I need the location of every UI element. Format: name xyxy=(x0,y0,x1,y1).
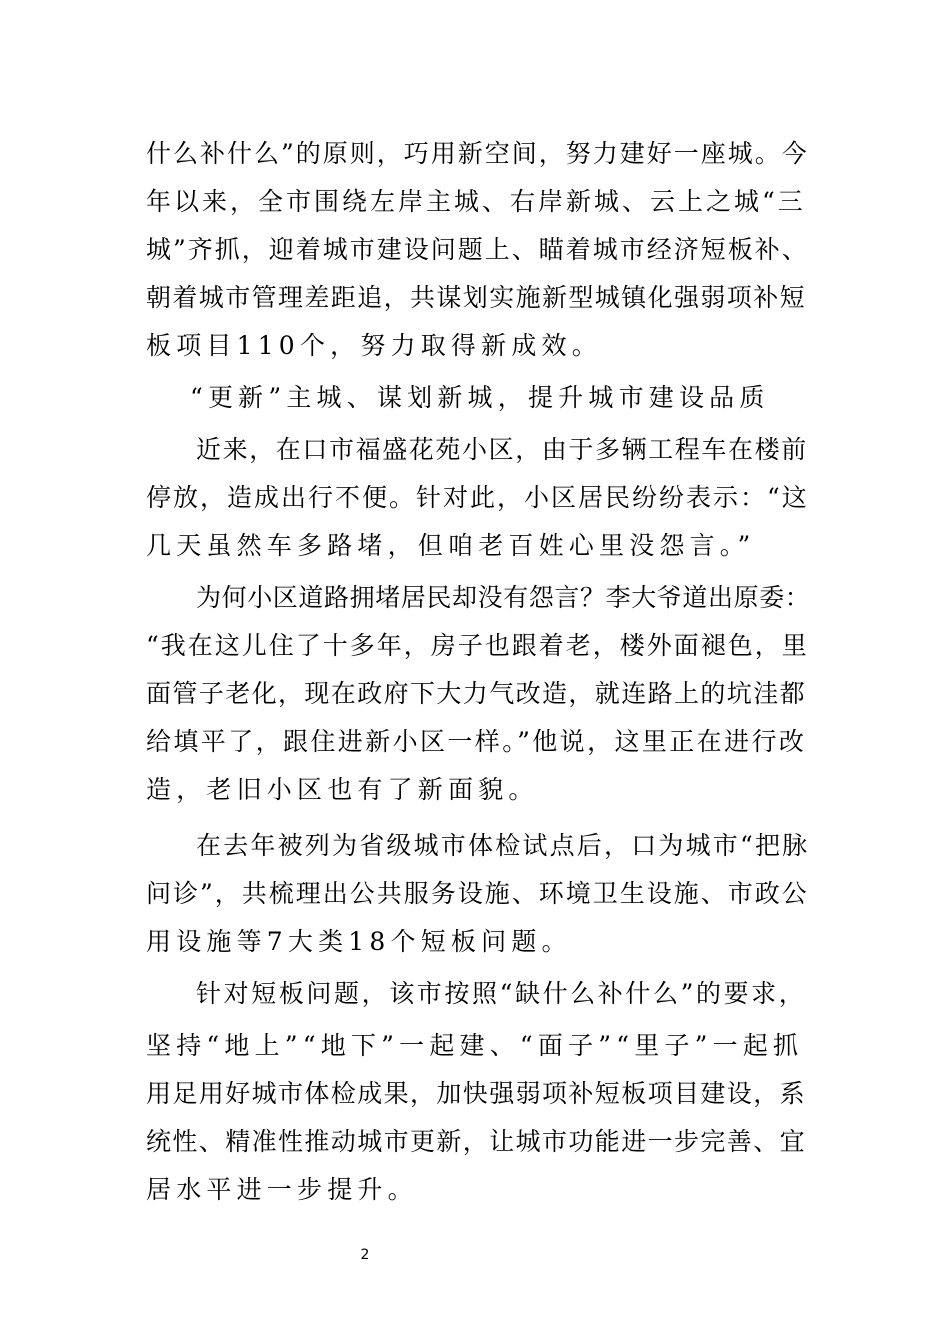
text-line: 板项目110个，努力取得新成效。 xyxy=(146,331,602,360)
text-line: 在去年被列为省级城市体检试点后，口为城市“把脉 xyxy=(196,831,810,860)
text-line: 居水平进一步提升。 xyxy=(146,1175,418,1204)
text-line: 问诊”，共梳理出公共服务设施、环境卫生设施、市政公 xyxy=(146,879,809,908)
text-line: 给填平了，跟住进新小区一样。”他说，这里正在进行改 xyxy=(146,727,807,756)
text-line: 近来，在口市福盛花苑小区，由于多辆工程车在楼前 xyxy=(196,435,808,464)
text-line: 年以来，全市围绕左岸主城、右岸新城、云上之城“三 xyxy=(146,187,806,216)
page-number: 2 xyxy=(360,1247,370,1263)
text-line: 统性、精准性推动城市更新，让城市功能进一步完善、宜 xyxy=(146,1127,807,1156)
text-line: 面管子老化，现在政府下大力气改造，就连路上的坑洼都 xyxy=(146,679,807,708)
text-line: 停放，造成出行不便。针对此，小区居民纷纷表示：“这 xyxy=(146,483,809,512)
text-line: 坚持“地上”“地下”一起建、“面子”“里子”一起抓 xyxy=(146,1031,804,1060)
text-line: 针对短板问题，该市按照“缺什么补什么”的要求， xyxy=(196,979,807,1008)
text-line: 朝着城市管理差距追，共谋划实施新型城镇化强弱项补短 xyxy=(146,283,807,312)
text-line: 什么补什么”的原则，巧用新空间，努力建好一座城。今 xyxy=(146,139,809,168)
text-line: 用设施等7大类18个短板问题。 xyxy=(146,927,572,956)
text-line: “我在这儿住了十多年，房子也跟着老，楼外面褪色，里 xyxy=(146,631,809,660)
text-line: 造，老旧小区也有了新面貌。 xyxy=(146,775,539,804)
section-heading: “更新”主城、谋划新城，提升城市建设品质 xyxy=(190,383,770,412)
text-line: 城”齐抓，迎着城市建设问题上、瞄着城市经济短板补、 xyxy=(146,235,809,264)
text-line: 几天虽然车多路堵，但咱老百姓心里没怨言。” xyxy=(146,531,756,560)
text-line: 为何小区道路拥堵居民却没有怨言？李大爷道出原委： xyxy=(196,583,811,612)
text-line: 用足用好城市体检成果，加快强弱项补短板项目建设，系 xyxy=(146,1079,807,1108)
